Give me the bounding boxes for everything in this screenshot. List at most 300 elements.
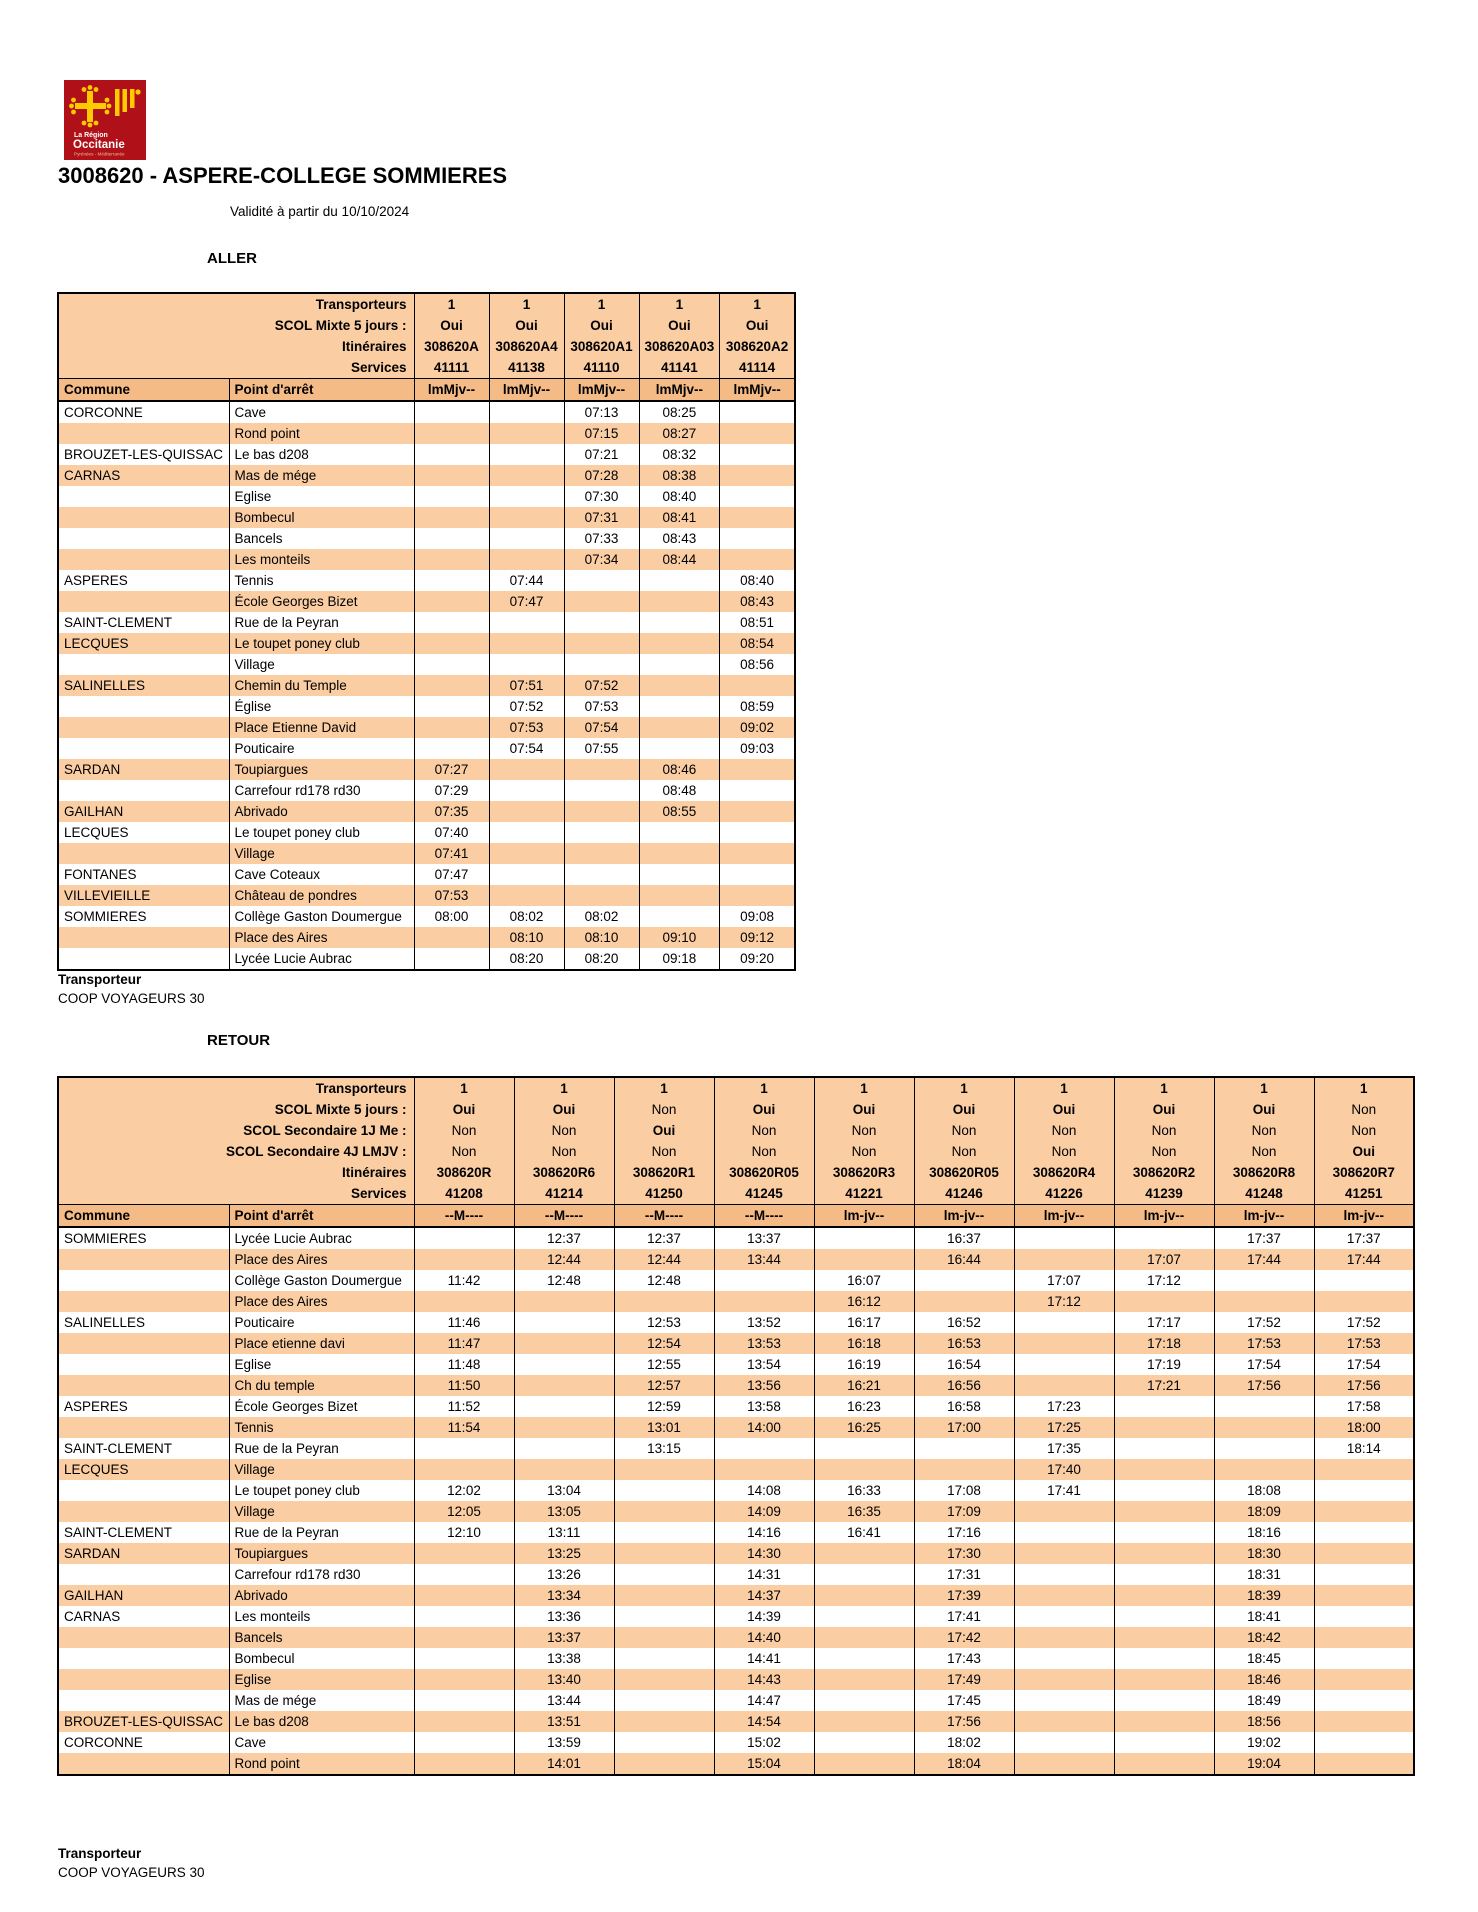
time-cell: 08:43 xyxy=(639,528,720,549)
time-cell xyxy=(720,801,795,822)
stop-name-cell: Toupiargues xyxy=(229,1543,414,1564)
commune-cell xyxy=(58,1291,229,1312)
time-cell xyxy=(489,549,564,570)
time-cell: 16:19 xyxy=(814,1354,914,1375)
time-cell xyxy=(1114,1711,1214,1732)
stop-row xyxy=(58,1270,1414,1291)
time-cell xyxy=(414,675,489,696)
time-cell xyxy=(614,1753,714,1775)
time-cell xyxy=(489,612,564,633)
time-cell xyxy=(489,843,564,864)
time-cell: 12:57 xyxy=(614,1375,714,1396)
time-cell xyxy=(414,1249,514,1270)
commune-cell: SAINT-CLEMENT xyxy=(58,1438,229,1459)
time-cell: 08:02 xyxy=(489,906,564,927)
time-cell: 16:41 xyxy=(814,1522,914,1543)
time-cell xyxy=(614,1690,714,1711)
stop-name-cell: Rue de la Peyran xyxy=(229,1438,414,1459)
retour-table-container xyxy=(57,1076,1415,1776)
time-cell: 08:40 xyxy=(639,486,720,507)
time-cell: 17:37 xyxy=(1314,1227,1414,1249)
stop-name-cell: Bancels xyxy=(229,1627,414,1648)
time-cell: 18:42 xyxy=(1214,1627,1314,1648)
stop-row xyxy=(58,486,795,507)
running-days-cell: lmMjv-- xyxy=(720,379,795,402)
header-value: 41251 xyxy=(1314,1183,1414,1205)
time-cell: 17:16 xyxy=(914,1522,1014,1543)
header-value: Non xyxy=(414,1141,514,1162)
time-cell: 17:41 xyxy=(914,1606,1014,1627)
header-value: 41221 xyxy=(814,1183,914,1205)
column-header-row xyxy=(58,379,795,402)
time-cell: 08:10 xyxy=(564,927,639,948)
header-value: 41141 xyxy=(639,357,720,379)
stop-row xyxy=(58,780,795,801)
time-cell: 13:11 xyxy=(514,1522,614,1543)
time-cell xyxy=(720,465,795,486)
time-cell xyxy=(1214,1270,1314,1291)
time-cell xyxy=(614,1291,714,1312)
commune-cell: GAILHAN xyxy=(58,1585,229,1606)
stop-row xyxy=(58,423,795,444)
stop-row xyxy=(58,1606,1414,1627)
time-cell xyxy=(639,591,720,612)
time-cell: 18:49 xyxy=(1214,1690,1314,1711)
time-cell: 12:53 xyxy=(614,1312,714,1333)
time-cell xyxy=(414,738,489,759)
time-cell: 15:04 xyxy=(714,1753,814,1775)
time-cell: 17:23 xyxy=(1014,1396,1114,1417)
time-cell: 11:42 xyxy=(414,1270,514,1291)
time-cell xyxy=(814,1648,914,1669)
stop-name-cell: Village xyxy=(229,654,414,675)
stop-name-cell: Village xyxy=(229,843,414,864)
time-cell: 09:10 xyxy=(639,927,720,948)
time-cell xyxy=(489,507,564,528)
header-value: 1 xyxy=(1214,1077,1314,1099)
time-cell: 12:02 xyxy=(414,1480,514,1501)
time-cell: 08:40 xyxy=(720,570,795,591)
time-cell: 07:53 xyxy=(414,885,489,906)
time-cell xyxy=(489,486,564,507)
stop-row xyxy=(58,885,795,906)
time-cell xyxy=(614,1648,714,1669)
header-value: 1 xyxy=(1314,1077,1414,1099)
header-value: 308620R1 xyxy=(614,1162,714,1183)
time-cell xyxy=(614,1732,714,1753)
stop-name-cell: Bombecul xyxy=(229,507,414,528)
running-days-cell: lmMjv-- xyxy=(564,379,639,402)
header-value: 41250 xyxy=(614,1183,714,1205)
time-cell xyxy=(414,1753,514,1775)
header-row xyxy=(58,336,795,357)
stop-name-cell: Le toupet poney club xyxy=(229,822,414,843)
time-cell: 17:07 xyxy=(1114,1249,1214,1270)
time-cell xyxy=(814,1438,914,1459)
transporteur-name: COOP VOYAGEURS 30 xyxy=(58,1865,205,1880)
time-cell xyxy=(489,465,564,486)
time-cell: 08:43 xyxy=(720,591,795,612)
time-cell: 16:44 xyxy=(914,1249,1014,1270)
time-cell: 09:18 xyxy=(639,948,720,970)
time-cell xyxy=(1114,1438,1214,1459)
time-cell: 14:09 xyxy=(714,1501,814,1522)
time-cell xyxy=(639,675,720,696)
commune-cell xyxy=(58,549,229,570)
time-cell xyxy=(1114,1480,1214,1501)
commune-cell: CORCONNE xyxy=(58,401,229,423)
time-cell xyxy=(1114,1227,1214,1249)
header-value: 41246 xyxy=(914,1183,1014,1205)
time-cell: 08:54 xyxy=(720,633,795,654)
time-cell: 11:50 xyxy=(414,1375,514,1396)
stop-name-cell: Place des Aires xyxy=(229,927,414,948)
time-cell: 18:04 xyxy=(914,1753,1014,1775)
header-value: 41239 xyxy=(1114,1183,1214,1205)
commune-cell xyxy=(58,1564,229,1585)
commune-cell: LECQUES xyxy=(58,1459,229,1480)
time-cell xyxy=(1314,1753,1414,1775)
stop-row xyxy=(58,675,795,696)
running-days-cell: lmMjv-- xyxy=(639,379,720,402)
commune-cell xyxy=(58,1249,229,1270)
stop-name-cell: Le toupet poney club xyxy=(229,633,414,654)
transporteur-block-aller xyxy=(58,972,205,1006)
header-value: 1 xyxy=(714,1077,814,1099)
time-cell: 13:05 xyxy=(514,1501,614,1522)
running-days-cell: lm-jv-- xyxy=(1114,1205,1214,1228)
time-cell xyxy=(414,633,489,654)
time-cell xyxy=(720,822,795,843)
header-value: 1 xyxy=(414,293,489,315)
header-label: Services xyxy=(58,357,414,379)
aller-timetable xyxy=(57,292,796,971)
retour-timetable xyxy=(57,1076,1415,1776)
time-cell: 13:59 xyxy=(514,1732,614,1753)
time-cell: 07:40 xyxy=(414,822,489,843)
time-cell: 14:30 xyxy=(714,1543,814,1564)
commune-cell xyxy=(58,591,229,612)
running-days-cell: lmMjv-- xyxy=(489,379,564,402)
stop-row xyxy=(58,549,795,570)
time-cell xyxy=(489,633,564,654)
header-value: 308620R7 xyxy=(1314,1162,1414,1183)
time-cell xyxy=(1314,1291,1414,1312)
time-cell: 12:55 xyxy=(614,1354,714,1375)
time-cell xyxy=(514,1333,614,1354)
stop-name-cell: Eglise xyxy=(229,486,414,507)
time-cell xyxy=(1114,1522,1214,1543)
time-cell: 07:47 xyxy=(414,864,489,885)
time-cell: 13:37 xyxy=(514,1627,614,1648)
time-cell xyxy=(1014,1249,1114,1270)
time-cell: 07:54 xyxy=(564,717,639,738)
time-cell: 13:52 xyxy=(714,1312,814,1333)
time-cell: 17:54 xyxy=(1314,1354,1414,1375)
time-cell xyxy=(614,1711,714,1732)
time-cell: 17:54 xyxy=(1214,1354,1314,1375)
time-cell: 16:33 xyxy=(814,1480,914,1501)
time-cell xyxy=(414,423,489,444)
time-cell: 11:54 xyxy=(414,1417,514,1438)
time-cell: 17:25 xyxy=(1014,1417,1114,1438)
header-value: Oui xyxy=(414,315,489,336)
time-cell: 18:02 xyxy=(914,1732,1014,1753)
header-value: Oui xyxy=(720,315,795,336)
time-cell: 13:36 xyxy=(514,1606,614,1627)
time-cell xyxy=(1314,1711,1414,1732)
time-cell: 17:17 xyxy=(1114,1312,1214,1333)
time-cell xyxy=(639,738,720,759)
time-cell: 17:45 xyxy=(914,1690,1014,1711)
header-value: Non xyxy=(1314,1120,1414,1141)
time-cell xyxy=(1014,1543,1114,1564)
header-value: 41110 xyxy=(564,357,639,379)
time-cell xyxy=(1114,1417,1214,1438)
stop-row xyxy=(58,465,795,486)
stop-row xyxy=(58,843,795,864)
time-cell: 13:54 xyxy=(714,1354,814,1375)
time-cell xyxy=(639,822,720,843)
time-cell: 17:43 xyxy=(914,1648,1014,1669)
time-cell: 16:58 xyxy=(914,1396,1014,1417)
header-value: 308620R05 xyxy=(914,1162,1014,1183)
commune-cell xyxy=(58,423,229,444)
header-value: 1 xyxy=(614,1077,714,1099)
logo-subtitle-text: Pyrénées - Méditerranée xyxy=(74,151,125,157)
time-cell: 18:14 xyxy=(1314,1438,1414,1459)
header-value: Oui xyxy=(564,315,639,336)
time-cell: 17:12 xyxy=(1014,1291,1114,1312)
time-cell: 08:02 xyxy=(564,906,639,927)
time-cell xyxy=(489,822,564,843)
stop-name-cell: Toupiargues xyxy=(229,759,414,780)
time-cell xyxy=(614,1543,714,1564)
commune-cell xyxy=(58,1480,229,1501)
time-cell: 08:32 xyxy=(639,444,720,465)
header-row xyxy=(58,1183,1414,1205)
stop-row xyxy=(58,1669,1414,1690)
time-cell xyxy=(639,612,720,633)
header-value: 308620R3 xyxy=(814,1162,914,1183)
header-row xyxy=(58,1141,1414,1162)
time-cell: 18:41 xyxy=(1214,1606,1314,1627)
stop-row xyxy=(58,696,795,717)
time-cell: 17:07 xyxy=(1014,1270,1114,1291)
time-cell xyxy=(564,759,639,780)
header-row xyxy=(58,1162,1414,1183)
time-cell xyxy=(564,801,639,822)
stop-row xyxy=(58,1227,1414,1249)
time-cell xyxy=(489,864,564,885)
stop-name-cell: Place des Aires xyxy=(229,1291,414,1312)
commune-cell xyxy=(58,1354,229,1375)
stop-row xyxy=(58,1711,1414,1732)
time-cell xyxy=(1114,1396,1214,1417)
stop-name-cell: Eglise xyxy=(229,1669,414,1690)
running-days-cell: --M---- xyxy=(414,1205,514,1228)
time-cell: 17:39 xyxy=(914,1585,1014,1606)
logo-occitanie-text: Occitanie xyxy=(73,139,125,151)
header-label: SCOL Secondaire 1J Me : xyxy=(58,1120,414,1141)
time-cell: 18:45 xyxy=(1214,1648,1314,1669)
commune-cell xyxy=(58,1270,229,1291)
time-cell: 07:53 xyxy=(489,717,564,738)
time-cell xyxy=(1014,1585,1114,1606)
header-value: Non xyxy=(814,1120,914,1141)
header-value: Oui xyxy=(714,1099,814,1120)
time-cell: 17:56 xyxy=(914,1711,1014,1732)
header-value: Non xyxy=(614,1141,714,1162)
time-cell xyxy=(414,1690,514,1711)
header-value: 308620A2 xyxy=(720,336,795,357)
commune-cell xyxy=(58,1417,229,1438)
stop-row xyxy=(58,1291,1414,1312)
stop-row xyxy=(58,1690,1414,1711)
header-row xyxy=(58,1077,1414,1099)
time-cell: 08:20 xyxy=(564,948,639,970)
time-cell: 13:37 xyxy=(714,1227,814,1249)
time-cell xyxy=(414,927,489,948)
header-value: Oui xyxy=(914,1099,1014,1120)
header-value: 308620A1 xyxy=(564,336,639,357)
commune-cell: LECQUES xyxy=(58,633,229,654)
time-cell xyxy=(564,633,639,654)
commune-cell xyxy=(58,528,229,549)
time-cell xyxy=(1014,1711,1114,1732)
time-cell xyxy=(1114,1564,1214,1585)
aller-table-container xyxy=(57,292,796,971)
time-cell xyxy=(1314,1270,1414,1291)
time-cell xyxy=(639,654,720,675)
time-cell: 16:54 xyxy=(914,1354,1014,1375)
time-cell xyxy=(414,948,489,970)
time-cell: 12:54 xyxy=(614,1333,714,1354)
time-cell: 17:49 xyxy=(914,1669,1014,1690)
header-value: 41226 xyxy=(1014,1183,1114,1205)
time-cell: 18:39 xyxy=(1214,1585,1314,1606)
header-value: Oui xyxy=(414,1099,514,1120)
stop-row xyxy=(58,633,795,654)
time-cell: 07:27 xyxy=(414,759,489,780)
stop-name-cell: Carrefour rd178 rd30 xyxy=(229,780,414,801)
time-cell: 13:38 xyxy=(514,1648,614,1669)
time-cell: 13:58 xyxy=(714,1396,814,1417)
time-cell xyxy=(720,486,795,507)
time-cell xyxy=(814,1249,914,1270)
header-row xyxy=(58,1099,1414,1120)
time-cell: 19:04 xyxy=(1214,1753,1314,1775)
commune-cell: SALINELLES xyxy=(58,1312,229,1333)
header-row xyxy=(58,357,795,379)
stop-row xyxy=(58,1732,1414,1753)
stop-name-cell: Cave xyxy=(229,401,414,423)
time-cell: 17:37 xyxy=(1214,1227,1314,1249)
time-cell xyxy=(720,864,795,885)
stop-name-cell: Abrivado xyxy=(229,801,414,822)
time-cell xyxy=(1014,1375,1114,1396)
time-cell xyxy=(639,864,720,885)
time-cell: 11:47 xyxy=(414,1333,514,1354)
stop-row xyxy=(58,507,795,528)
commune-cell xyxy=(58,696,229,717)
time-cell xyxy=(1314,1585,1414,1606)
time-cell: 18:31 xyxy=(1214,1564,1314,1585)
header-label: SCOL Secondaire 4J LMJV : xyxy=(58,1141,414,1162)
running-days-cell: lm-jv-- xyxy=(1014,1205,1114,1228)
time-cell: 09:08 xyxy=(720,906,795,927)
time-cell xyxy=(914,1291,1014,1312)
header-value: Oui xyxy=(614,1120,714,1141)
time-cell: 12:10 xyxy=(414,1522,514,1543)
stop-row xyxy=(58,1354,1414,1375)
header-label: SCOL Mixte 5 jours : xyxy=(58,315,414,336)
time-cell: 17:41 xyxy=(1014,1480,1114,1501)
header-value: Non xyxy=(914,1141,1014,1162)
time-cell: 18:56 xyxy=(1214,1711,1314,1732)
time-cell: 08:56 xyxy=(720,654,795,675)
header-value: Non xyxy=(1114,1120,1214,1141)
time-cell xyxy=(414,486,489,507)
stop-row xyxy=(58,927,795,948)
time-cell: 18:46 xyxy=(1214,1669,1314,1690)
commune-cell xyxy=(58,1627,229,1648)
stop-row xyxy=(58,738,795,759)
time-cell xyxy=(414,1543,514,1564)
time-cell xyxy=(1014,1333,1114,1354)
time-cell xyxy=(564,843,639,864)
time-cell xyxy=(514,1396,614,1417)
stop-header: Point d'arrêt xyxy=(229,1205,414,1228)
time-cell xyxy=(1014,1354,1114,1375)
time-cell: 14:54 xyxy=(714,1711,814,1732)
time-cell xyxy=(414,591,489,612)
commune-cell xyxy=(58,1648,229,1669)
time-cell xyxy=(720,780,795,801)
time-cell: 13:56 xyxy=(714,1375,814,1396)
header-value: Non xyxy=(1014,1120,1114,1141)
time-cell xyxy=(1114,1732,1214,1753)
time-cell xyxy=(614,1501,714,1522)
time-cell: 13:44 xyxy=(514,1690,614,1711)
stop-name-cell: Le toupet poney club xyxy=(229,1480,414,1501)
commune-cell xyxy=(58,843,229,864)
time-cell: 08:44 xyxy=(639,549,720,570)
time-cell xyxy=(1014,1501,1114,1522)
stop-row xyxy=(58,801,795,822)
stop-name-cell: Le bas d208 xyxy=(229,444,414,465)
header-value: Non xyxy=(714,1141,814,1162)
section-label-aller: ALLER xyxy=(207,250,257,267)
stop-row xyxy=(58,822,795,843)
time-cell xyxy=(714,1459,814,1480)
time-cell xyxy=(414,549,489,570)
header-value: Oui xyxy=(1314,1141,1414,1162)
time-cell xyxy=(1114,1690,1214,1711)
header-value: 308620R xyxy=(414,1162,514,1183)
time-cell: 09:20 xyxy=(720,948,795,970)
time-cell xyxy=(414,1227,514,1249)
stop-row xyxy=(58,1564,1414,1585)
header-value: 41208 xyxy=(414,1183,514,1205)
time-cell xyxy=(489,801,564,822)
time-cell xyxy=(814,1227,914,1249)
time-cell xyxy=(514,1417,614,1438)
header-value: Non xyxy=(1214,1141,1314,1162)
time-cell xyxy=(564,654,639,675)
time-cell: 12:59 xyxy=(614,1396,714,1417)
time-cell: 16:18 xyxy=(814,1333,914,1354)
